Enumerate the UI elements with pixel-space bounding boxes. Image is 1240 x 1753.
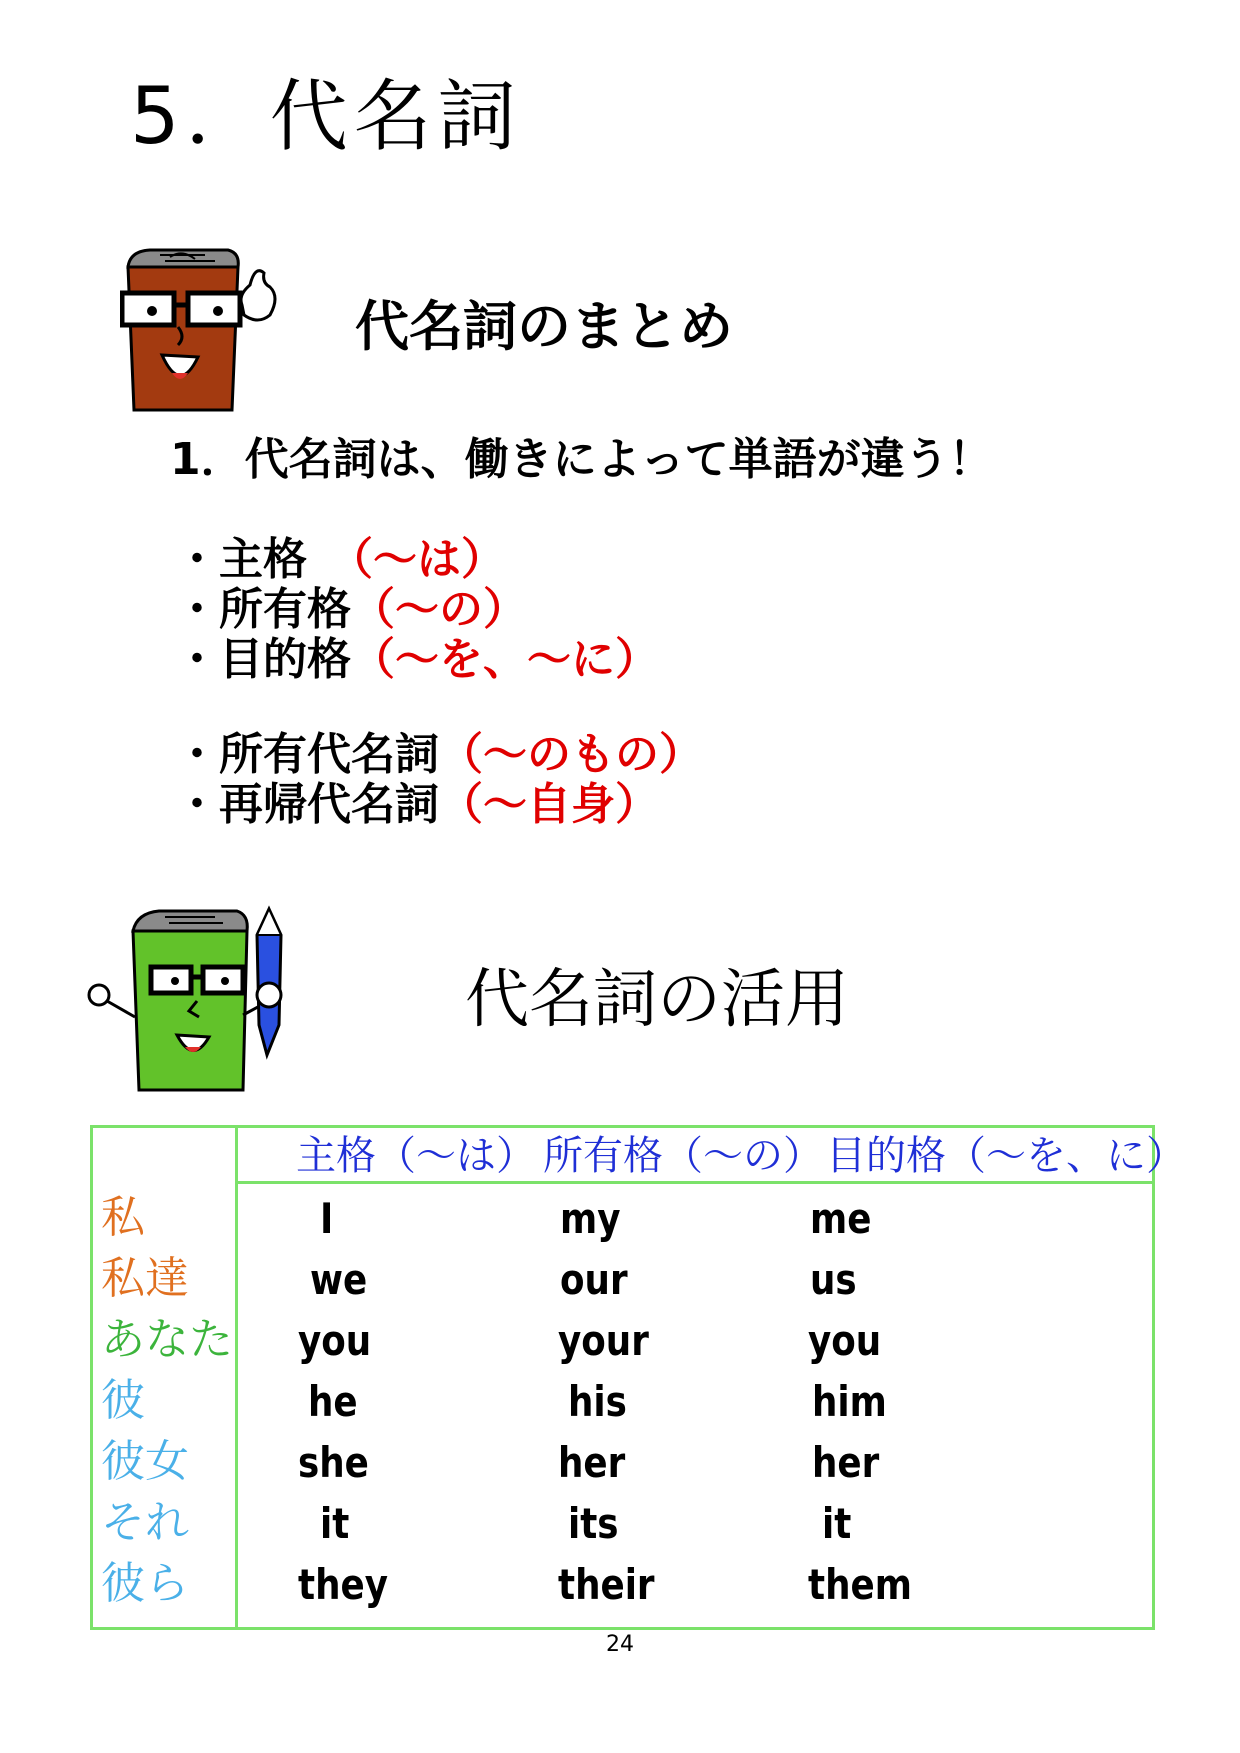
column-header-objective: 目的格（～を、に） xyxy=(826,1133,1186,1179)
case-item-possessive xyxy=(175,585,659,635)
book-mascot-green-icon xyxy=(85,905,325,1095)
table-cell: her xyxy=(558,1438,626,1487)
case-name: ・主格 xyxy=(175,534,351,585)
table-cell: its xyxy=(568,1499,619,1548)
table-cell: he xyxy=(308,1377,358,1426)
table-cell: them xyxy=(808,1560,912,1609)
row-label: あなた xyxy=(101,1314,233,1365)
case-name: ・所有代名詞 xyxy=(175,729,439,780)
case-meaning: （～の） xyxy=(351,584,527,635)
column-header-possessive: 所有格（～の） xyxy=(543,1133,823,1179)
case-item-subjective xyxy=(175,535,659,585)
usage-heading: 代名詞の活用 xyxy=(465,963,849,1037)
table-cell: it xyxy=(320,1499,350,1548)
case-name: ・目的格 xyxy=(175,634,351,685)
page-number: 24 xyxy=(606,1632,634,1657)
case-meaning: （～を、～に） xyxy=(351,634,659,685)
table-cell: his xyxy=(568,1377,627,1426)
case-item-objective xyxy=(175,635,659,685)
book-mascot-brown-icon xyxy=(120,245,315,415)
table-cell: us xyxy=(810,1255,857,1304)
pronoun-table xyxy=(90,1125,1186,1630)
row-label: 彼 xyxy=(101,1375,145,1426)
case-item-reflexive-pronoun xyxy=(175,780,703,830)
table-cell: my xyxy=(560,1194,621,1243)
table-cell: our xyxy=(560,1255,628,1304)
case-meaning: （～のもの） xyxy=(439,729,703,780)
table-divider-vertical xyxy=(235,1128,238,1627)
case-name: ・再帰代名詞 xyxy=(175,779,439,830)
table-cell: your xyxy=(558,1316,649,1365)
row-label: 私 xyxy=(101,1192,145,1243)
table-cell: I xyxy=(320,1194,334,1243)
table-cell: they xyxy=(298,1560,388,1609)
table-divider-horizontal xyxy=(235,1181,1152,1184)
row-label: 私達 xyxy=(101,1253,189,1304)
column-header-subjective: 主格（～は） xyxy=(296,1133,536,1179)
table-cell: it xyxy=(822,1499,852,1548)
table-cell: you xyxy=(808,1316,882,1365)
row-label: それ xyxy=(101,1497,189,1548)
chapter-title: 5．代名詞 xyxy=(130,72,522,162)
row-label: 彼ら xyxy=(101,1558,189,1609)
table-cell: me xyxy=(810,1194,872,1243)
case-meaning: （～自身） xyxy=(439,779,659,830)
table-cell: you xyxy=(298,1316,372,1365)
case-item-possessive-pronoun xyxy=(175,730,703,780)
case-name: ・所有格 xyxy=(175,584,351,635)
row-label: 彼女 xyxy=(101,1436,189,1487)
case-list-a xyxy=(175,535,659,685)
table-cell: we xyxy=(310,1255,368,1304)
table-cell: him xyxy=(812,1377,887,1426)
table-cell: she xyxy=(298,1438,369,1487)
point-1-text: 1．代名詞は、働きによって単語が違う！ xyxy=(170,434,993,485)
table-cell: their xyxy=(558,1560,655,1609)
summary-heading: 代名詞のまとめ xyxy=(355,295,733,358)
table-cell: her xyxy=(812,1438,880,1487)
case-list-b xyxy=(175,730,703,830)
case-meaning: （～は） xyxy=(351,534,505,585)
